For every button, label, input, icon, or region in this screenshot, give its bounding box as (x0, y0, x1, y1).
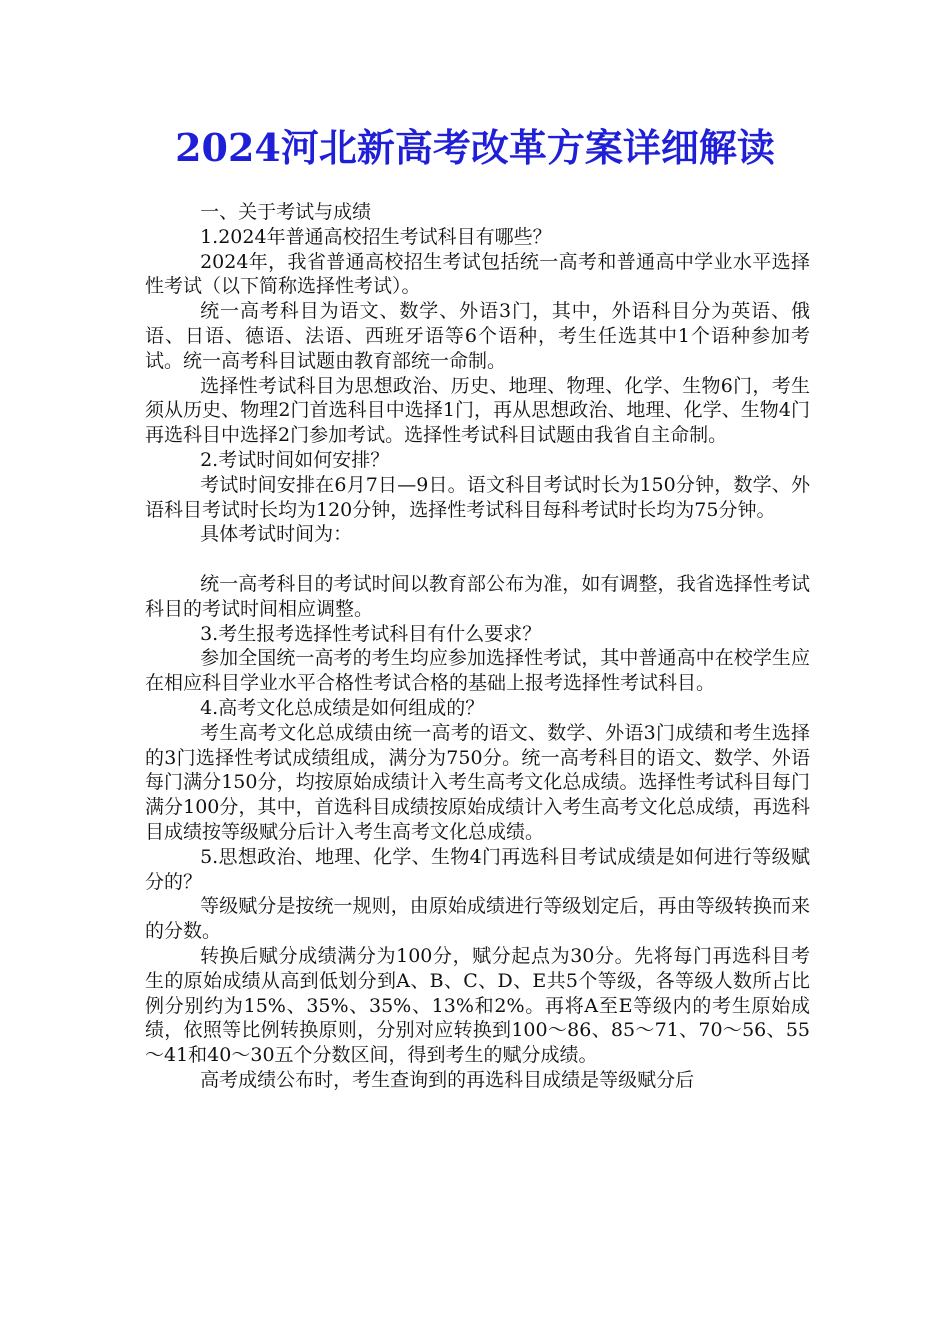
question-heading: 5.思想政治、地理、化学、生物4门再选科目考试成绩是如何进行等级赋分的？ (145, 845, 810, 893)
question-heading: 4.高考文化总成绩是如何组成的？ (200, 696, 485, 719)
document-body (145, 200, 810, 1093)
paragraph: 2024年，我省普通高校招生考试包括统一高考和普通高中学业水平选择性考试（以下简称选择性考试）。 (145, 250, 810, 298)
paragraph: 参加全国统一高考的考生均应参加选择性考试，其中普通高中在校学生应在相应科目学业水平合格性考试合格的基础上报考选择性考试科目。 (145, 647, 810, 695)
paragraph: 统一高考科目的考试时间以教育部公布为准，如有调整，我省选择性考试科目的考试时间相应调整。 (145, 572, 810, 620)
paragraph: 具体考试时间为： (200, 523, 353, 546)
paragraph: 选择性考试科目为思想政治、历史、地理、物理、化学、生物6门，考生须从历史、物理2门首选科目中选择1门，再从思想政治、地理、化学、生物4门再选科目中选择2门参加考试。选择性考试科目试题由我省自主命制。 (145, 374, 810, 447)
paragraph: 高考成绩公布时，考生查询到的再选科目成绩是等级赋分后 (200, 1068, 695, 1091)
paragraph: 等级赋分是按统一规则，由原始成绩进行等级划定后，再由等级转换而来的分数。 (145, 895, 810, 943)
section-heading: 一、关于考试与成绩 (200, 201, 372, 223)
paragraph: 考试时间安排在6月7日—9日。语文科目考试时长为150分钟，数学、外语科目考试时长均为120分钟，选择性考试科目每科考试时长均为75分钟。 (145, 473, 810, 521)
paragraph: 统一高考科目为语文、数学、外语3门，其中，外语科目分为英语、俄语、日语、德语、法语、西班牙语等6个语种，考生任选其中1个语种参加考试。统一高考科目试题由教育部统一命制。 (145, 300, 810, 372)
question-heading: 2.考试时间如何安排？ (200, 448, 390, 471)
paragraph: 考生高考文化总成绩由统一高考的语文、数学、外语3门成绩和考生选择的3门选择性考试成绩组成，满分为750分。统一高考科目的语文、数学、外语每门满分150分，均按原始成绩计入考生高考文化总成绩。选择性考试科目每门满分100分，其中，首选科目成绩按原始成绩计入考生高考文化总成绩，再选科目成绩按等级赋分后计入考生高考文化总成绩。 (145, 721, 810, 843)
paragraph: 转换后赋分成绩满分为100分，赋分起点为30分。先将每门再选科目考生的原始成绩从高到低划分到A、B、C、D、E共5个等级，各等级人数所占比例分别约为15%、35%、35%、13%和2%。再将A至E等级内的考生原始成绩，依照等比例转换原则，分别对应转换到100～86、85～71、70～56、55～41和40～30五个分数区间，得到考生的赋分成绩。 (145, 944, 810, 1067)
question-heading: 3.考生报考选择性考试科目有什么要求？ (200, 622, 542, 645)
document-title: 2024河北新高考改革方案详细解读 (175, 125, 775, 170)
question-heading: 1.2024年普通高校招生考试科目有哪些？ (200, 225, 552, 248)
